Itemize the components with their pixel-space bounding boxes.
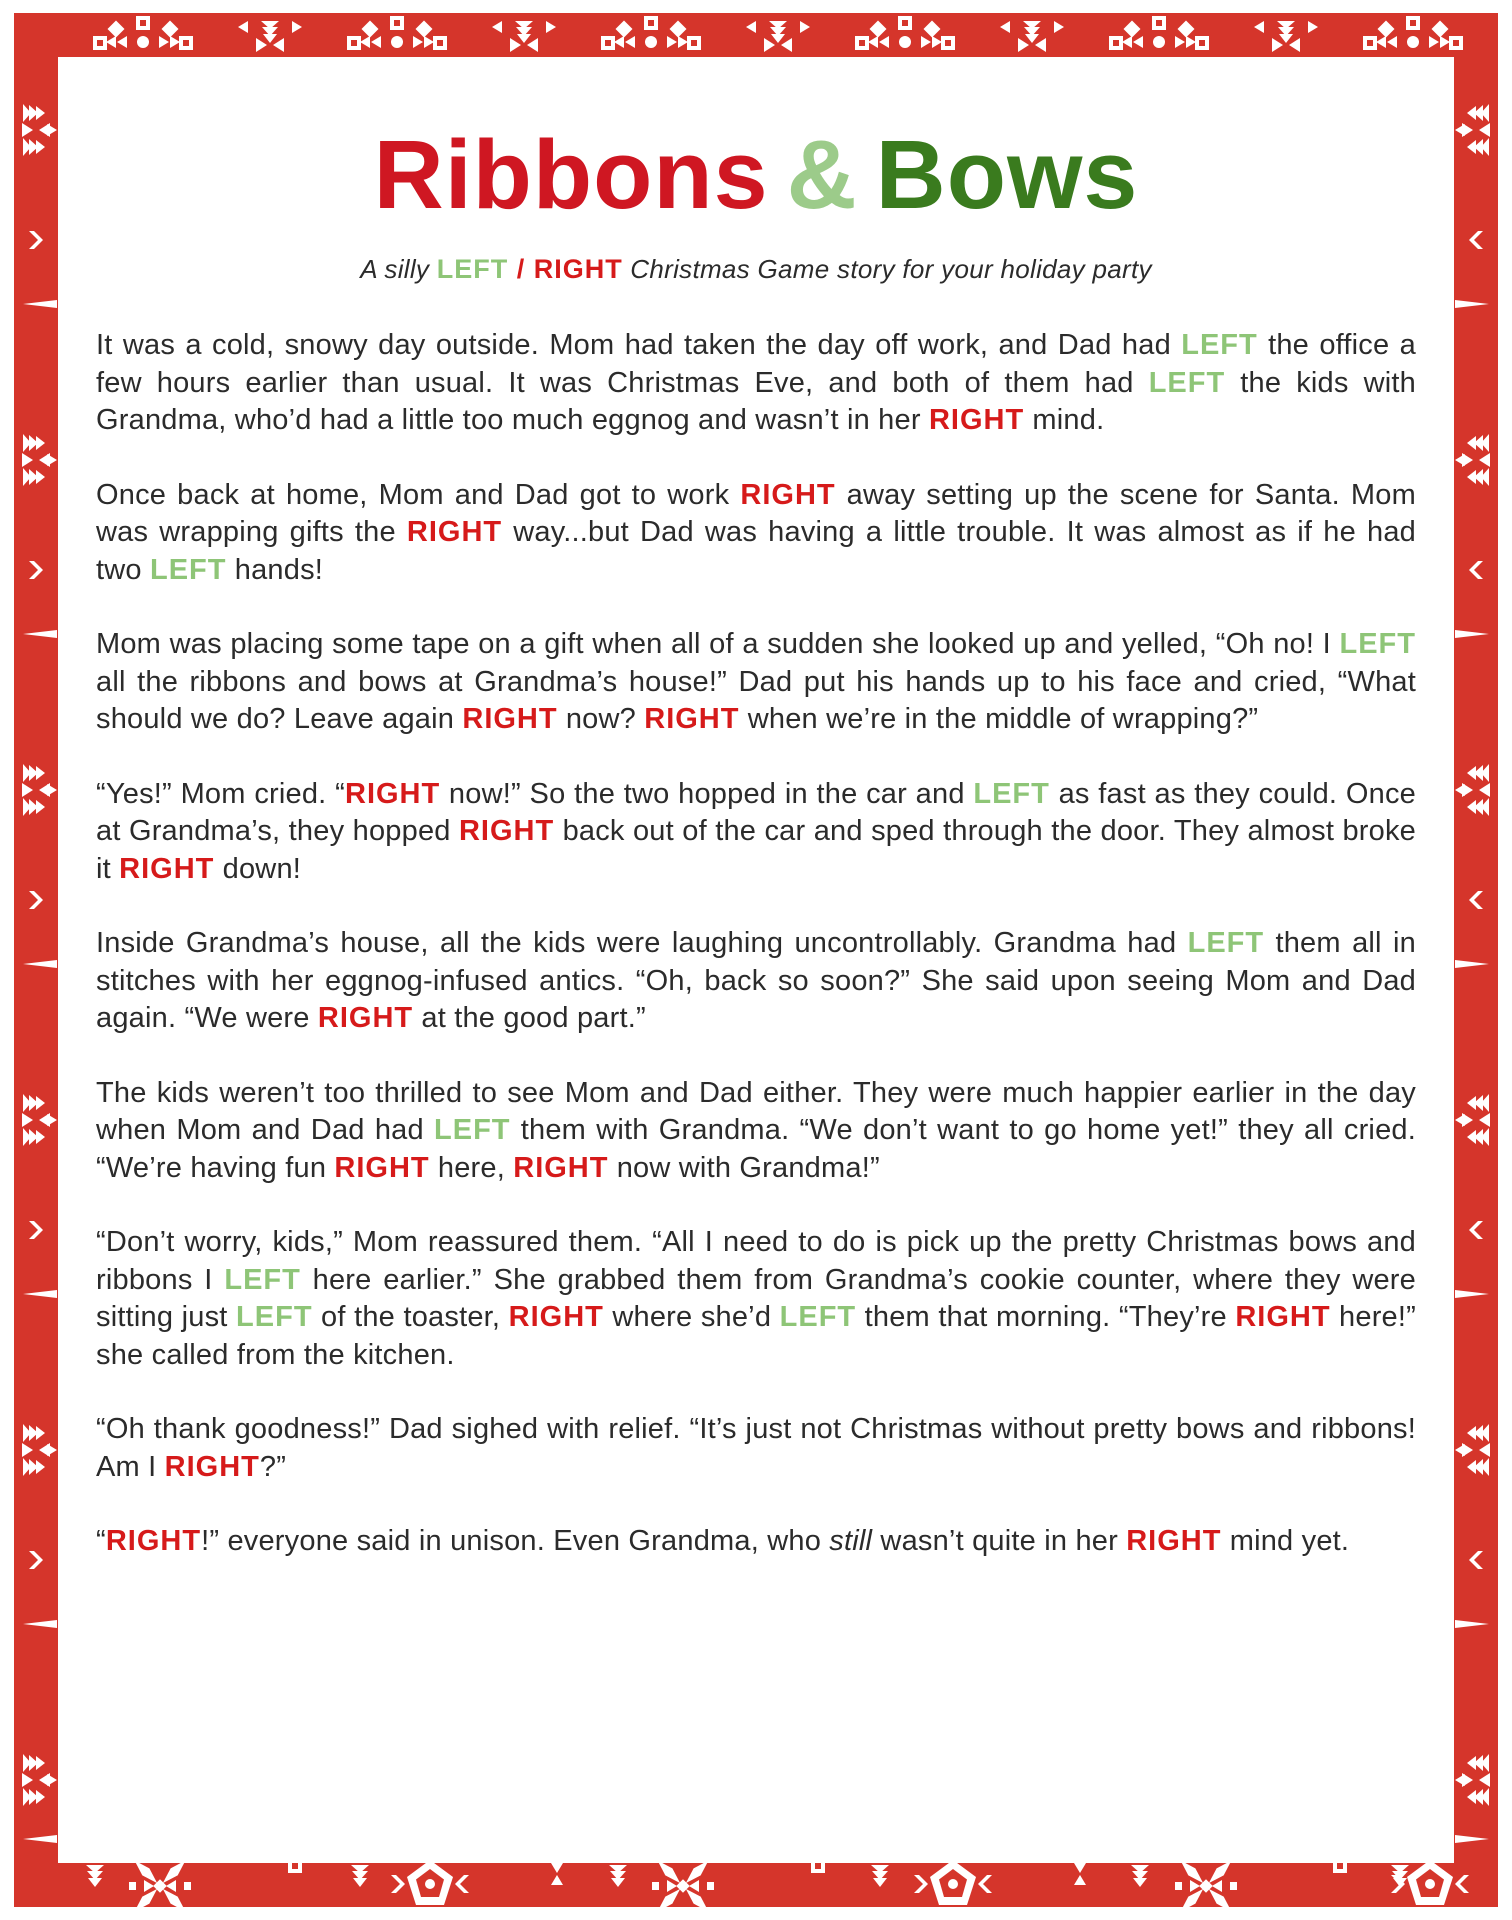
left-keyword: LEFT xyxy=(973,777,1050,810)
title-word-ribbons: Ribbons xyxy=(373,120,769,229)
right-keyword: RIGHT xyxy=(119,852,215,885)
title-ampersand: & xyxy=(786,120,858,229)
border-left-band xyxy=(14,13,58,1907)
text-run: now with Grandma!” xyxy=(608,1151,880,1184)
text-run: hands! xyxy=(226,553,324,586)
text-run: “Yes!” Mom cried. “ xyxy=(96,777,345,810)
title-word-bows: Bows xyxy=(875,120,1139,229)
text-run: at the good part.” xyxy=(413,1002,646,1035)
right-keyword: RIGHT xyxy=(458,815,555,848)
right-keyword: RIGHT xyxy=(164,1450,260,1483)
text-run: here earlier.” She grabbed them from Grandma’s cookie counter, where they were sitting just xyxy=(96,1263,1416,1334)
left-keyword: LEFT xyxy=(779,1301,857,1334)
text-run: mind. xyxy=(1024,404,1105,437)
text-run: down! xyxy=(214,852,302,885)
right-keyword: RIGHT xyxy=(740,478,836,511)
text-run: where she’d xyxy=(603,1301,780,1334)
left-keyword: LEFT xyxy=(1148,366,1226,399)
italic-text-run: Christmas Game story for your holiday party xyxy=(622,254,1152,284)
border-bottom-band xyxy=(14,1863,1498,1907)
text-run: way...but Dad was having a little trouble. It was almost as if he had two xyxy=(96,516,1417,586)
italic-text-run: A silly xyxy=(360,254,437,284)
left-keyword: LEFT xyxy=(434,1114,511,1147)
text-run: as fast as they could. Once at Grandma’s, they hopped xyxy=(96,777,1416,848)
border-right-band xyxy=(1454,13,1498,1907)
left-keyword: LEFT xyxy=(1187,927,1265,960)
right-keyword: RIGHT xyxy=(317,1002,414,1035)
story-paragraph xyxy=(96,776,1416,889)
text-run: mind yet. xyxy=(1221,1525,1350,1558)
text-run: them that morning. “They’re xyxy=(856,1301,1236,1334)
story-paragraph xyxy=(96,1411,1416,1486)
right-keyword: RIGHT xyxy=(105,1525,202,1558)
text-run: ?” xyxy=(259,1450,287,1483)
left-keyword: LEFT xyxy=(436,254,509,284)
left-keyword: LEFT xyxy=(224,1263,301,1296)
text-run: them with Grandma. “We don’t want to go home yet!” they all cried. “We’re having fun xyxy=(96,1114,1416,1184)
story-paragraph xyxy=(96,1523,1416,1561)
text-run: now? xyxy=(557,703,645,736)
story-paragraph xyxy=(96,1075,1416,1188)
text-run: back out of the car and sped through the door. They almost broke it xyxy=(96,815,1416,885)
text-run: the kids with Grandma, who’d had a little too much eggnog and wasn’t in her xyxy=(96,366,1416,437)
story-paragraph xyxy=(96,327,1416,440)
text-run: Inside Grandma’s house, all the kids were laughing uncontrollably. Grandma had xyxy=(96,927,1188,960)
right-border-tree-motifs xyxy=(1455,104,1490,1843)
page-title xyxy=(96,120,1416,229)
text-run: wasn’t quite in her xyxy=(872,1525,1127,1558)
right-keyword: RIGHT xyxy=(334,1151,430,1184)
text-run: away setting up the scene for Santa. Mom was wrapping gifts the xyxy=(96,478,1416,549)
text-run: when we’re in the middle of wrapping?” xyxy=(739,703,1259,736)
right-keyword: RIGHT xyxy=(345,777,441,810)
text-run: “ xyxy=(96,1525,106,1558)
italic-text-run: still xyxy=(829,1525,873,1558)
text-run: Mom was placing some tape on a gift when all of a sudden she looked up and yelled, “Oh no! I xyxy=(96,628,1340,661)
bottom-border-snowflake-motifs xyxy=(86,1857,1469,1915)
text-run: The kids weren’t too thrilled to see Mom and Dad either. They were much happier earlier in the day when Mom and Dad had xyxy=(96,1076,1416,1147)
text-run: of the toaster, xyxy=(312,1301,509,1334)
text-run: here, xyxy=(429,1151,514,1184)
text-run: the office a few hours earlier than usual. It was Christmas Eve, and both of them had xyxy=(96,329,1416,399)
text-run: !” everyone said in unison. Even Grandma, who xyxy=(201,1525,830,1558)
right-keyword: RIGHT xyxy=(928,404,1025,437)
text-run: here!” she called from the kitchen. xyxy=(96,1301,1416,1371)
right-keyword: RIGHT xyxy=(1235,1301,1331,1334)
text-run: “Oh thank goodness!” Dad sighed with relief. “It’s just not Christmas without pretty bows and ribbons! Am I xyxy=(96,1413,1416,1483)
story xyxy=(96,327,1416,1561)
left-keyword: LEFT xyxy=(236,1301,313,1334)
story-paragraph xyxy=(96,626,1416,739)
right-keyword: / RIGHT xyxy=(508,254,623,284)
text-run: all the ribbons and bows at Grandma’s house!” Dad put his hands up to his face and cried, “What should we do? Leave again xyxy=(96,665,1416,736)
text-run: now!” So the two hopped in the car and xyxy=(440,777,974,810)
right-keyword: RIGHT xyxy=(644,703,740,736)
text-run: Once back at home, Mom and Dad got to work xyxy=(96,478,741,511)
right-keyword: RIGHT xyxy=(406,516,503,549)
left-border-tree-motifs xyxy=(22,104,57,1843)
right-keyword: RIGHT xyxy=(513,1151,609,1184)
right-keyword: RIGHT xyxy=(508,1301,604,1334)
content xyxy=(96,0,1416,1598)
left-keyword: LEFT xyxy=(1339,628,1416,661)
left-keyword: LEFT xyxy=(150,553,227,586)
right-keyword: RIGHT xyxy=(1126,1525,1222,1558)
left-keyword: LEFT xyxy=(1181,329,1258,362)
text-run: “Don’t worry, kids,” Mom reassured them. “All I need to do is pick up the pretty Christmas bows and ribbons I xyxy=(96,1226,1416,1296)
story-paragraph xyxy=(96,477,1416,590)
story-paragraph xyxy=(96,1224,1416,1374)
right-keyword: RIGHT xyxy=(462,703,558,736)
text-run: them all in stitches with her eggnog-infused antics. “Oh, back so soon?” She said upon seeing Mom and Dad again. “We were xyxy=(96,927,1416,1035)
subtitle xyxy=(96,253,1416,285)
text-run: It was a cold, snowy day outside. Mom had taken the day off work, and Dad had xyxy=(96,329,1182,362)
story-paragraph xyxy=(96,925,1416,1038)
